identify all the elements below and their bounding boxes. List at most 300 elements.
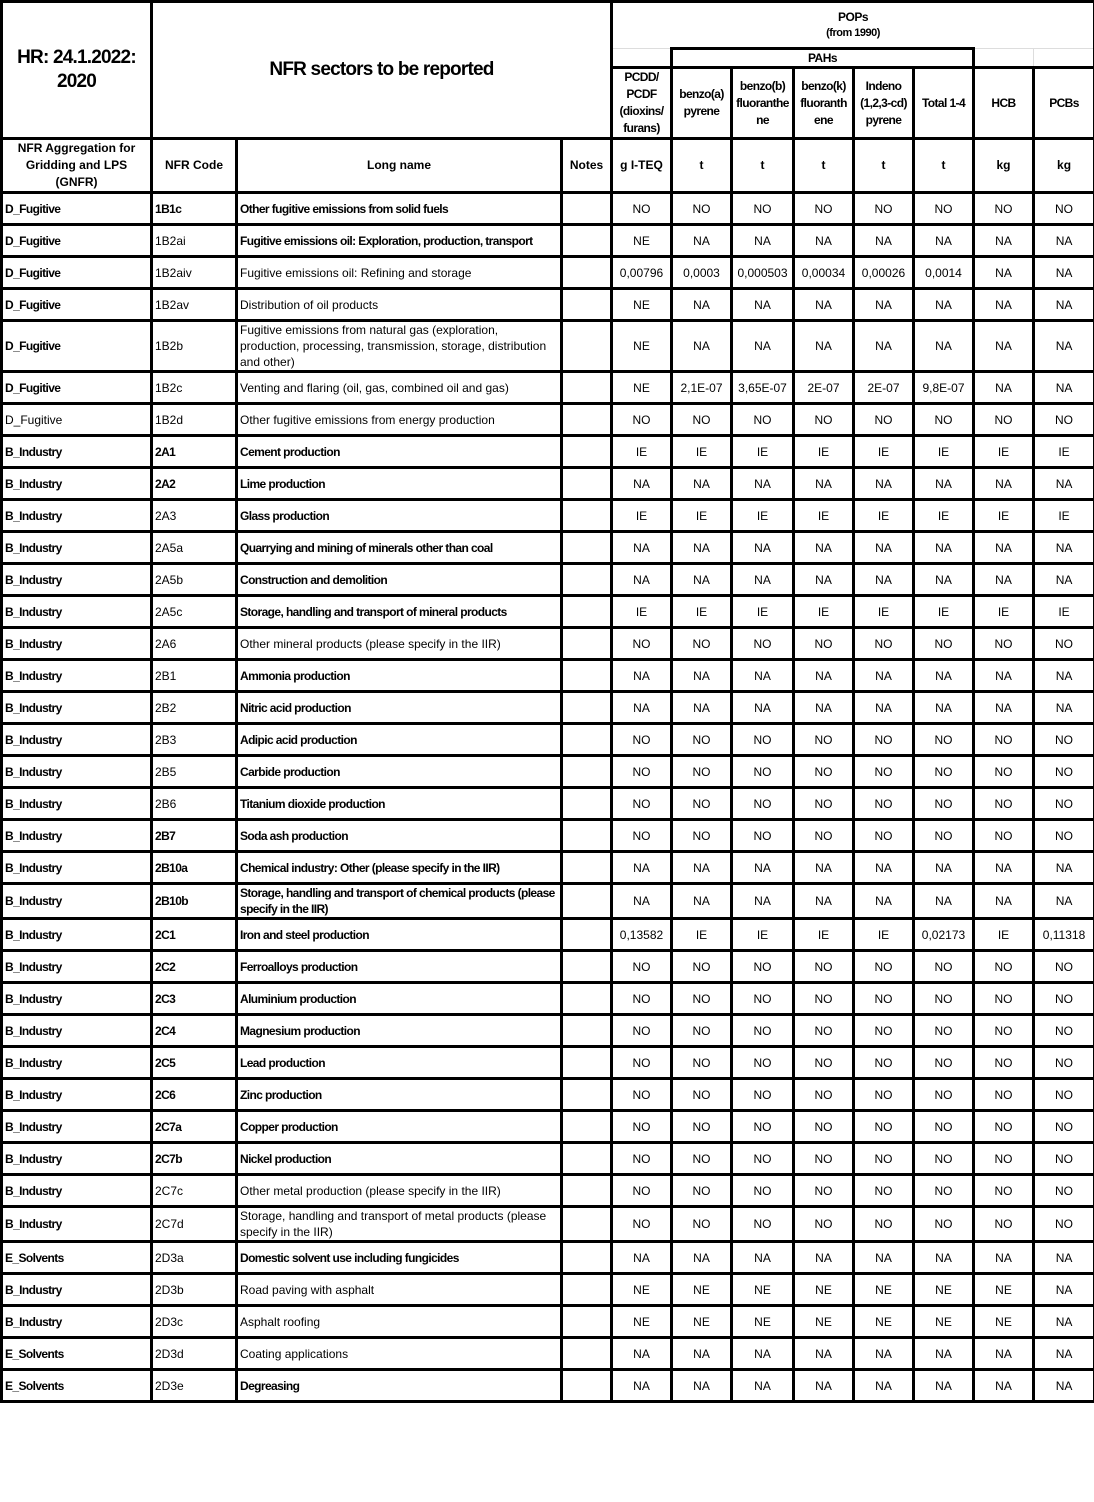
long-name-cell: Lime production	[237, 468, 562, 500]
nfr-code-cell: 2C7a	[152, 1111, 237, 1143]
value-cell-bkf: NA	[794, 1370, 854, 1402]
value-cell-pcbs: NO	[1034, 983, 1094, 1015]
value-cell-pcbs: NO	[1034, 756, 1094, 788]
value-cell-total: NO	[914, 1047, 974, 1079]
unit-bbf: t	[732, 139, 794, 193]
value-cell-hcb: NO	[974, 1143, 1034, 1175]
value-cell-indeno: NO	[854, 1143, 914, 1175]
col-header-bbf: benzo(b) fluoranthe ne	[732, 68, 794, 139]
pcbs-group-spacer	[1034, 49, 1094, 68]
value-cell-pcdd: NO	[612, 1079, 672, 1111]
notes-cell	[562, 1306, 612, 1338]
value-cell-total: NO	[914, 756, 974, 788]
notes-cell	[562, 1207, 612, 1242]
notes-cell	[562, 436, 612, 468]
value-cell-indeno: NO	[854, 193, 914, 225]
col-header-total: Total 1-4	[914, 68, 974, 139]
table-row	[2, 660, 1094, 692]
value-cell-pcbs: NO	[1034, 1047, 1094, 1079]
value-cell-bbf: NO	[732, 756, 794, 788]
value-cell-total: NA	[914, 1242, 974, 1274]
value-cell-total: NO	[914, 1111, 974, 1143]
value-cell-total: NA	[914, 660, 974, 692]
value-cell-indeno: NA	[854, 884, 914, 919]
long-name-cell: Storage, handling and transport of mineral products	[237, 596, 562, 628]
value-cell-total: NA	[914, 564, 974, 596]
notes-cell	[562, 1274, 612, 1306]
long-name-cell: Nitric acid production	[237, 692, 562, 724]
long-name-cell: Copper production	[237, 1111, 562, 1143]
table-row	[2, 289, 1094, 321]
notes-cell	[562, 321, 612, 372]
pops-period: (from 1990)	[826, 27, 880, 39]
value-cell-bkf: NO	[794, 1207, 854, 1242]
value-cell-indeno: NO	[854, 820, 914, 852]
value-cell-pcdd: NA	[612, 692, 672, 724]
gnfr-cell: B_Industry	[2, 1143, 152, 1175]
table-row	[2, 225, 1094, 257]
value-cell-bap: NA	[672, 692, 732, 724]
value-cell-bkf: NA	[794, 1338, 854, 1370]
value-cell-bkf: NO	[794, 983, 854, 1015]
unit-pcdd: g I-TEQ	[612, 139, 672, 193]
value-cell-bap: NA	[672, 1370, 732, 1402]
long-name-cell: Asphalt roofing	[237, 1306, 562, 1338]
value-cell-pcdd: NE	[612, 225, 672, 257]
value-cell-indeno: NO	[854, 404, 914, 436]
table-row	[2, 756, 1094, 788]
value-cell-hcb: NO	[974, 724, 1034, 756]
gnfr-cell: B_Industry	[2, 820, 152, 852]
value-cell-hcb: NO	[974, 951, 1034, 983]
value-cell-pcdd: NO	[612, 983, 672, 1015]
notes-cell	[562, 756, 612, 788]
gnfr-cell: D_Fugitive	[2, 321, 152, 372]
value-cell-bap: NO	[672, 1207, 732, 1242]
value-cell-pcdd: NO	[612, 756, 672, 788]
value-cell-pcdd: NA	[612, 884, 672, 919]
value-cell-hcb: NA	[974, 660, 1034, 692]
nfr-code-cell: 2D3e	[152, 1370, 237, 1402]
value-cell-indeno: NO	[854, 1047, 914, 1079]
value-cell-pcdd: NA	[612, 852, 672, 884]
value-cell-bap: NO	[672, 404, 732, 436]
value-cell-bkf: NO	[794, 1111, 854, 1143]
long-name-cell: Storage, handling and transport of metal products (please specify in the IIR)	[237, 1207, 562, 1242]
value-cell-hcb: IE	[974, 919, 1034, 951]
value-cell-pcdd: NO	[612, 193, 672, 225]
notes-cell	[562, 404, 612, 436]
nfr-code-cell: 2B5	[152, 756, 237, 788]
value-cell-bbf: NO	[732, 193, 794, 225]
value-cell-pcbs: NA	[1034, 1274, 1094, 1306]
value-cell-bbf: NO	[732, 1015, 794, 1047]
value-cell-bkf: NO	[794, 1079, 854, 1111]
value-cell-pcbs: NA	[1034, 1338, 1094, 1370]
value-cell-total: NO	[914, 1015, 974, 1047]
notes-cell	[562, 1338, 612, 1370]
table-row	[2, 951, 1094, 983]
gnfr-cell: D_Fugitive	[2, 372, 152, 404]
gnfr-cell: B_Industry	[2, 532, 152, 564]
value-cell-total: IE	[914, 596, 974, 628]
value-cell-hcb: NA	[974, 1370, 1034, 1402]
col-header-long-name: Long name	[237, 139, 562, 193]
value-cell-indeno: NA	[854, 692, 914, 724]
value-cell-indeno: NO	[854, 1015, 914, 1047]
value-cell-bbf: NA	[732, 564, 794, 596]
value-cell-indeno: NA	[854, 225, 914, 257]
notes-cell	[562, 1143, 612, 1175]
value-cell-bkf: NA	[794, 321, 854, 372]
value-cell-total: IE	[914, 500, 974, 532]
unit-hcb: kg	[974, 139, 1034, 193]
nfr-code-cell: 2C3	[152, 983, 237, 1015]
long-name-cell: Aluminium production	[237, 983, 562, 1015]
long-name-cell: Road paving with asphalt	[237, 1274, 562, 1306]
value-cell-pcdd: IE	[612, 436, 672, 468]
long-name-cell: Adipic acid production	[237, 724, 562, 756]
value-cell-pcbs: NO	[1034, 951, 1094, 983]
nfr-code-cell: 1B2c	[152, 372, 237, 404]
value-cell-hcb: NO	[974, 628, 1034, 660]
value-cell-pcdd: 0,13582	[612, 919, 672, 951]
nfr-code-cell: 2A1	[152, 436, 237, 468]
value-cell-bkf: NO	[794, 724, 854, 756]
gnfr-cell: B_Industry	[2, 852, 152, 884]
nfr-code-cell: 2C1	[152, 919, 237, 951]
table-body	[2, 193, 1094, 1402]
value-cell-hcb: NA	[974, 884, 1034, 919]
table-row	[2, 193, 1094, 225]
table-row	[2, 724, 1094, 756]
nfr-code-cell: 1B1c	[152, 193, 237, 225]
long-name-cell: Titanium dioxide production	[237, 788, 562, 820]
value-cell-indeno: NA	[854, 321, 914, 372]
value-cell-indeno: NO	[854, 724, 914, 756]
table-row	[2, 1079, 1094, 1111]
nfr-code-cell: 2C7b	[152, 1143, 237, 1175]
table-row	[2, 628, 1094, 660]
value-cell-bbf: NA	[732, 852, 794, 884]
value-cell-hcb: NA	[974, 564, 1034, 596]
value-cell-bkf: NA	[794, 468, 854, 500]
long-name-cell: Iron and steel production	[237, 919, 562, 951]
nfr-code-cell: 2B6	[152, 788, 237, 820]
value-cell-bkf: NO	[794, 1175, 854, 1207]
table-row	[2, 1143, 1094, 1175]
notes-cell	[562, 1015, 612, 1047]
value-cell-pcbs: NO	[1034, 1015, 1094, 1047]
table-row	[2, 884, 1094, 919]
value-cell-hcb: NA	[974, 289, 1034, 321]
value-cell-indeno: NO	[854, 788, 914, 820]
value-cell-bbf: NA	[732, 225, 794, 257]
value-cell-indeno: NO	[854, 983, 914, 1015]
value-cell-bbf: IE	[732, 500, 794, 532]
gnfr-cell: B_Industry	[2, 1079, 152, 1111]
value-cell-pcbs: 0,11318	[1034, 919, 1094, 951]
value-cell-pcdd: NA	[612, 564, 672, 596]
notes-cell	[562, 724, 612, 756]
value-cell-total: NO	[914, 951, 974, 983]
long-name-cell: Soda ash production	[237, 820, 562, 852]
table-row	[2, 1370, 1094, 1402]
value-cell-bkf: NO	[794, 820, 854, 852]
value-cell-total: NA	[914, 289, 974, 321]
value-cell-bap: IE	[672, 436, 732, 468]
value-cell-total: NO	[914, 193, 974, 225]
value-cell-indeno: IE	[854, 596, 914, 628]
value-cell-bap: NA	[672, 532, 732, 564]
value-cell-pcdd: NA	[612, 1242, 672, 1274]
value-cell-indeno: NO	[854, 1175, 914, 1207]
table-row	[2, 436, 1094, 468]
col-header-pcdd: PCDD/ PCDF (dioxins/ furans)	[612, 68, 672, 139]
value-cell-bbf: NO	[732, 1143, 794, 1175]
nfr-code-cell: 2C4	[152, 1015, 237, 1047]
long-name-cell: Storage, handling and transport of chemical products (please specify in the IIR)	[237, 884, 562, 919]
notes-cell	[562, 660, 612, 692]
value-cell-bkf: NA	[794, 532, 854, 564]
pahs-group-header: PAHs	[672, 49, 974, 68]
value-cell-bap: IE	[672, 500, 732, 532]
notes-cell	[562, 1175, 612, 1207]
value-cell-pcbs: NA	[1034, 692, 1094, 724]
value-cell-total: IE	[914, 436, 974, 468]
gnfr-cell: B_Industry	[2, 660, 152, 692]
long-name-cell: Magnesium production	[237, 1015, 562, 1047]
nfr-code-cell: 1B2b	[152, 321, 237, 372]
value-cell-pcdd: NA	[612, 532, 672, 564]
notes-cell	[562, 951, 612, 983]
value-cell-pcdd: NO	[612, 404, 672, 436]
nfr-code-cell: 2C2	[152, 951, 237, 983]
value-cell-bap: NO	[672, 1111, 732, 1143]
value-cell-indeno: 0,00026	[854, 257, 914, 289]
nfr-code-cell: 2A5b	[152, 564, 237, 596]
value-cell-bbf: NO	[732, 1111, 794, 1143]
nfr-code-cell: 2C6	[152, 1079, 237, 1111]
value-cell-bbf: NO	[732, 1207, 794, 1242]
value-cell-bap: NA	[672, 468, 732, 500]
value-cell-bkf: 0,00034	[794, 257, 854, 289]
notes-cell	[562, 919, 612, 951]
value-cell-total: NO	[914, 820, 974, 852]
value-cell-bbf: NE	[732, 1274, 794, 1306]
value-cell-total: 0,02173	[914, 919, 974, 951]
sectors-title: NFR sectors to be reported	[152, 2, 612, 139]
unit-indeno: t	[854, 139, 914, 193]
gnfr-cell: B_Industry	[2, 983, 152, 1015]
value-cell-pcbs: NO	[1034, 724, 1094, 756]
value-cell-pcbs: NA	[1034, 660, 1094, 692]
value-cell-bbf: NO	[732, 628, 794, 660]
nfr-code-cell: 2A3	[152, 500, 237, 532]
table-row	[2, 1306, 1094, 1338]
value-cell-bap: NO	[672, 788, 732, 820]
gnfr-cell: D_Fugitive	[2, 193, 152, 225]
value-cell-hcb: NO	[974, 788, 1034, 820]
notes-cell	[562, 788, 612, 820]
value-cell-indeno: NA	[854, 468, 914, 500]
value-cell-bap: NO	[672, 724, 732, 756]
nfr-code-cell: 2D3b	[152, 1274, 237, 1306]
nfr-code-cell: 2C7d	[152, 1207, 237, 1242]
value-cell-indeno: NO	[854, 1207, 914, 1242]
notes-cell	[562, 820, 612, 852]
value-cell-pcdd: NE	[612, 372, 672, 404]
long-name-cell: Distribution of oil products	[237, 289, 562, 321]
value-cell-total: NA	[914, 692, 974, 724]
notes-cell	[562, 532, 612, 564]
notes-cell	[562, 1242, 612, 1274]
notes-cell	[562, 692, 612, 724]
value-cell-bkf: NE	[794, 1306, 854, 1338]
value-cell-total: NE	[914, 1306, 974, 1338]
value-cell-bbf: NA	[732, 660, 794, 692]
value-cell-bbf: NA	[732, 1242, 794, 1274]
nfr-code-cell: 1B2aiv	[152, 257, 237, 289]
table-row	[2, 1111, 1094, 1143]
value-cell-pcdd: NO	[612, 1015, 672, 1047]
value-cell-bap: NO	[672, 628, 732, 660]
value-cell-bbf: NA	[732, 884, 794, 919]
value-cell-pcbs: NA	[1034, 1306, 1094, 1338]
value-cell-pcbs: NO	[1034, 1175, 1094, 1207]
value-cell-hcb: NA	[974, 1242, 1034, 1274]
long-name-cell: Fugitive emissions from natural gas (exploration, production, processing, transmission, storage, distribution and other)	[237, 321, 562, 372]
value-cell-pcbs: NA	[1034, 321, 1094, 372]
gnfr-cell: D_Fugitive	[2, 257, 152, 289]
gnfr-cell: B_Industry	[2, 1015, 152, 1047]
value-cell-pcdd: 0,00796	[612, 257, 672, 289]
value-cell-bap: NA	[672, 289, 732, 321]
gnfr-cell: E_Solvents	[2, 1338, 152, 1370]
nfr-code-cell: 2D3c	[152, 1306, 237, 1338]
value-cell-bap: NO	[672, 756, 732, 788]
value-cell-total: NA	[914, 852, 974, 884]
value-cell-pcdd: NE	[612, 321, 672, 372]
value-cell-bap: NA	[672, 884, 732, 919]
value-cell-bap: NO	[672, 1047, 732, 1079]
nfr-code-cell: 2C5	[152, 1047, 237, 1079]
gnfr-cell: D_Fugitive	[2, 404, 152, 436]
value-cell-total: NO	[914, 404, 974, 436]
value-cell-bkf: 2E-07	[794, 372, 854, 404]
value-cell-bbf: NA	[732, 1370, 794, 1402]
value-cell-bap: NA	[672, 660, 732, 692]
value-cell-pcbs: NA	[1034, 1370, 1094, 1402]
value-cell-pcdd: NO	[612, 1175, 672, 1207]
value-cell-pcdd: NA	[612, 660, 672, 692]
col-header-code: NFR Code	[152, 139, 237, 193]
value-cell-pcbs: NA	[1034, 468, 1094, 500]
table-row	[2, 404, 1094, 436]
value-cell-bbf: NO	[732, 1047, 794, 1079]
value-cell-pcbs: IE	[1034, 436, 1094, 468]
report-title-line1: HR: 24.1.2022:	[17, 47, 136, 68]
value-cell-pcdd: NE	[612, 1306, 672, 1338]
value-cell-bap: NO	[672, 193, 732, 225]
long-name-cell: Fugitive emissions oil: Refining and storage	[237, 257, 562, 289]
gnfr-cell: B_Industry	[2, 436, 152, 468]
col-header-pcbs: PCBs	[1034, 68, 1094, 139]
value-cell-bbf: NA	[732, 692, 794, 724]
value-cell-total: NA	[914, 884, 974, 919]
notes-cell	[562, 628, 612, 660]
table-row	[2, 1338, 1094, 1370]
value-cell-indeno: NA	[854, 564, 914, 596]
value-cell-indeno: NO	[854, 628, 914, 660]
value-cell-total: NA	[914, 532, 974, 564]
value-cell-bap: NO	[672, 1175, 732, 1207]
gnfr-cell: E_Solvents	[2, 1242, 152, 1274]
value-cell-indeno: NA	[854, 660, 914, 692]
value-cell-bbf: NA	[732, 532, 794, 564]
value-cell-total: 0,0014	[914, 257, 974, 289]
long-name-cell: Ferroalloys production	[237, 951, 562, 983]
value-cell-pcdd: IE	[612, 500, 672, 532]
table-row	[2, 852, 1094, 884]
value-cell-bbf: 0,000503	[732, 257, 794, 289]
table-row	[2, 692, 1094, 724]
value-cell-bkf: NO	[794, 951, 854, 983]
nfr-code-cell: 2B10b	[152, 884, 237, 919]
value-cell-bkf: NO	[794, 1047, 854, 1079]
value-cell-pcdd: NA	[612, 468, 672, 500]
value-cell-bkf: NO	[794, 1143, 854, 1175]
gnfr-cell: B_Industry	[2, 692, 152, 724]
table-row	[2, 321, 1094, 372]
pops-label: POPs	[838, 10, 869, 24]
value-cell-bbf: NO	[732, 820, 794, 852]
value-cell-bap: NO	[672, 820, 732, 852]
value-cell-pcbs: NA	[1034, 289, 1094, 321]
notes-cell	[562, 1047, 612, 1079]
notes-cell	[562, 1079, 612, 1111]
gnfr-cell: B_Industry	[2, 1274, 152, 1306]
gnfr-cell: D_Fugitive	[2, 289, 152, 321]
long-name-cell: Other fugitive emissions from energy production	[237, 404, 562, 436]
report-title-cell	[2, 2, 152, 139]
value-cell-bbf: NO	[732, 1079, 794, 1111]
value-cell-hcb: NO	[974, 756, 1034, 788]
gnfr-cell: B_Industry	[2, 1111, 152, 1143]
value-cell-bbf: NO	[732, 724, 794, 756]
value-cell-hcb: NO	[974, 1207, 1034, 1242]
notes-cell	[562, 289, 612, 321]
value-cell-bkf: NA	[794, 660, 854, 692]
value-cell-bkf: NO	[794, 1015, 854, 1047]
value-cell-indeno: NO	[854, 1079, 914, 1111]
value-cell-bkf: NO	[794, 193, 854, 225]
gnfr-cell: B_Industry	[2, 596, 152, 628]
col-header-gnfr: NFR Aggregation for Gridding and LPS (GNFR)	[2, 139, 152, 193]
table-row	[2, 1047, 1094, 1079]
value-cell-hcb: NO	[974, 1175, 1034, 1207]
value-cell-pcbs: NA	[1034, 1242, 1094, 1274]
value-cell-bap: NA	[672, 225, 732, 257]
long-name-cell: Coating applications	[237, 1338, 562, 1370]
value-cell-pcbs: IE	[1034, 500, 1094, 532]
value-cell-total: NO	[914, 628, 974, 660]
table-row	[2, 1207, 1094, 1242]
value-cell-pcbs: NO	[1034, 193, 1094, 225]
value-cell-bap: IE	[672, 596, 732, 628]
value-cell-pcbs: NA	[1034, 532, 1094, 564]
unit-total: t	[914, 139, 974, 193]
